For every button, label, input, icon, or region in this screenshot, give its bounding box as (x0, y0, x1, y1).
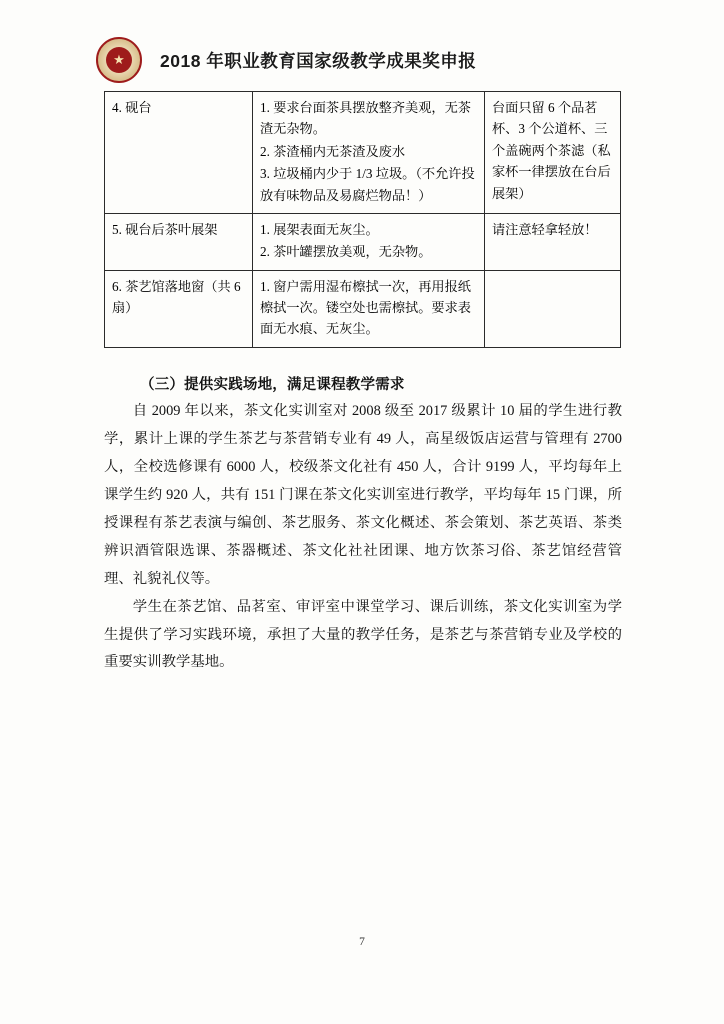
item-label: 5. 砚台后茶叶展架 (112, 221, 218, 237)
cleaning-standards-table (104, 91, 621, 348)
requirement-line: 1. 要求台面茶具摆放整齐美观，无茶渣无杂物。 (260, 100, 471, 137)
table-cell-requirements (253, 92, 485, 214)
table-cell-note (485, 92, 621, 214)
note-text: 请注意轻拿轻放！ (492, 221, 598, 237)
requirement-line: 2. 茶渣桶内无茶渣及废水 (260, 143, 406, 159)
paragraph: 学生在茶艺馆、品茗室、审评室中课堂学习、课后训练，茶文化实训室为学生提供了学习实践环境，承担了大量的教学任务，是茶艺与茶营销专业及学校的重要实训教学基地。 (104, 598, 622, 671)
section-heading: （三）提供实践场地，满足课程教学需求 (140, 377, 405, 393)
table-cell-requirements (253, 270, 485, 347)
page-title: 2018 年职业教育国家级教学成果奖申报 (160, 50, 477, 71)
table-row (105, 213, 621, 270)
item-label: 6. 茶艺馆落地窗（共 6 扇） (112, 278, 241, 315)
school-emblem-icon (96, 37, 142, 83)
document-header (96, 36, 626, 84)
table-cell-note (485, 213, 621, 270)
section-body (104, 398, 622, 677)
table-row (105, 92, 621, 214)
paragraph: 自 2009 年以来，茶文化实训室对 2008 级至 2017 级累计 10 届的学生进行教学，累计上课的学生茶艺与茶营销专业有 49 人，高星级饭店运营与管理有 2700 人，全校选修课有 6000 人，校级茶文化社有 450 人，合计 9199 人，平均每年上课学生约 920 人，共有 151 门课在茶文化实训室进行教学，平均每年 15 门课，所授课程有茶艺表演与编创、茶艺服务、茶文化概述、茶会策划、茶艺英语、茶类辨识酒管限选课、茶器概述、茶文化社社团课、地方饮茶习俗、茶艺馆经营管理、礼貌礼仪等。 (104, 403, 622, 587)
requirement-line: 2. 茶叶罐摆放美观，无杂物。 (260, 244, 432, 260)
table-cell-item (105, 270, 253, 347)
table-row (105, 270, 621, 347)
table-cell-note (485, 270, 621, 347)
note-text: 台面只留 6 个品茗杯、3 个公道杯、三个盖碗两个茶滤（私家杯一律摆放在台后展架） (492, 100, 611, 201)
table-cell-item (105, 213, 253, 270)
table-cell-requirements (253, 213, 485, 270)
requirement-line: 3. 垃圾桶内少于 1/3 垃圾。（不允许投放有味物品及易腐烂物品！） (260, 166, 475, 203)
table-cell-item (105, 92, 253, 214)
requirement-line: 1. 展架表面无灰尘。 (260, 221, 379, 237)
requirement-line: 1. 窗户需用湿布檫拭一次，再用报纸檫拭一次。镂空处也需檫拭。要求表面无水痕、无灰尘。 (260, 278, 471, 337)
page-number: 7 (359, 936, 365, 948)
item-label: 4. 砚台 (112, 100, 152, 115)
